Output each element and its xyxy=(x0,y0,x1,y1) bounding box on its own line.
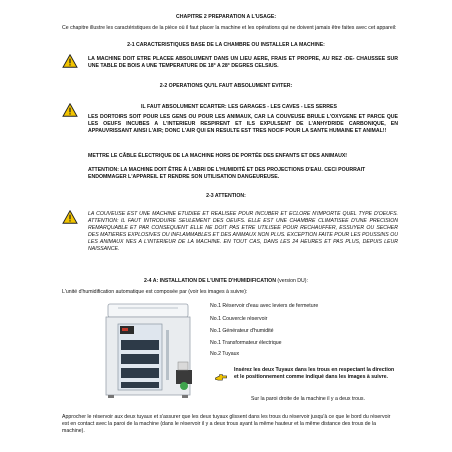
section-2-3-text: LA COUVEUSE EST UNE MACHINE ETUDIEE ET REALISEE POUR INCUBER ET ECLORE N'IMPORTE QUEL TYPE D'OEUFS. ATTENTION: IL FAUT INTRODUIRE SEULEMENT DES OEUFS. ELLE EST UNE CHAMBRE CLIMATISEE D'UNE PRECISION REMARQUABLE ET PAR CONSEQUENT ELLE NE DOIT PAS ETRE UTILISEE POUR RECHAUFFER, ESSUYER OU SECHER DES MATIERES EXPLOSIVES OU INFLAMMABLES ET DES ANIMAUX NON PLUS. EXCEPTION FAITE POUR LES POUSSINS OU LES ANIMAUX NES A L'INTERIEUR DE LA MACHINE. EN TOUT CAS, DANS LES 24 HEURES ET PAS PLUS, DEPUIS LEUR NAISSANCE. xyxy=(88,211,398,253)
warning-icon xyxy=(62,54,78,68)
section-2-3-title: 2-3 ATTENTION: xyxy=(206,193,246,199)
part-item: No.1 Générateur d'humidité xyxy=(210,328,274,334)
pointing-hand-icon xyxy=(214,372,228,384)
humidity-warning: ATTENTION: LA MACHINE DOIT ÊTRE À L'ABRI DE L'HUMIDITÉ ET DES PROJECTIONS D'EAU. CECI POURRAIT ENDOMMAGER L'APPAREIL ET RENDRE SON UTILISATION DANGEUREUSE. xyxy=(88,167,366,181)
section-2-1-text: LA MACHINE DOIT ETRE PLACEE ABSOLUMENT DANS UN LIEU AERE, FRAIS ET PROPRE, AU REZ -DE- CHAUSSEE SUR UNE TABLE DE BOIS A UNE TEMPERATURE DE 18° A 28° DEGRES CELSIUS. xyxy=(88,56,398,70)
insert-tubes-note: Insérez les deux Tuyaux dans les trous en respectant la direction et le positionnement comme indiqué dans les images à suivre. xyxy=(234,367,395,381)
closing-instructions: Approcher le réservoir aux deux tuyaux et s'assurer que les deux tuyaux glissent dans les trous du réservoir jusqu'à ce que le bord du réservoir est en contact avec la paroi de la machine (dans le réservoir il y a deux trous ayant la même hauteur et la même distance des trous de la machine). xyxy=(62,414,391,435)
chapter-heading: CHAPITRE 2 PREPARATION A L'USAGE: xyxy=(175,14,277,20)
humidifier-intro: L'unité d'humidification automatique est composée par (voir les images à suivre): xyxy=(62,289,248,295)
part-item: No.1 Réservoir d'eau avec leviers de fermeture xyxy=(210,303,319,309)
warning-icon xyxy=(62,103,78,117)
chapter-intro: Ce chapitre illustre les caractéristiques de la pièce où il faut placer la machine et les opérations qui ne doivent jamais être faites avec cet appareil: xyxy=(62,25,397,31)
section-2-4-title xyxy=(0,278,452,285)
warning-icon xyxy=(62,210,78,224)
section-2-4-title-rest: (version DU): xyxy=(275,278,308,284)
cable-warning: METTRE LE CÂBLE ÉLECTRIQUE DE LA MACHINE HORS DE PORTÉE DES ENFANTS ET DES ANIMAUX! xyxy=(88,153,348,159)
section-2-4-title-bold: 2-4 A: INSTALLATION DE L'UNITE D'HUMIDIFICATION xyxy=(144,278,276,284)
section-2-1-title: 2-1 CARACTERISTIQUES BASE DE LA CHAMBRE OU INSTALLER LA MACHINE: xyxy=(127,42,325,48)
incubator-image xyxy=(98,300,198,400)
part-item: No.1 Transformateur électrique xyxy=(210,340,282,346)
part-item: No.1 Couvercle réservoir xyxy=(210,316,268,322)
avoid-places-line: IL FAUT ABSOLUMENT ECARTER: LES GARAGES - LES CAVES - LES SERRES xyxy=(141,104,337,110)
part-item: No.2 Tuyaux xyxy=(210,351,240,357)
side-holes-note: Sur la paroi droite de la machine il y a deux trous. xyxy=(251,396,365,402)
dormitory-warning: LES DORTOIRS SOIT POUR LES GENS OU POUR LES ANIMAUX, CAR LA COUVEUSE BRULE L'OXYGENE ET PARCE QUE LES OEUFS INCUBES A L'INTERIEUR RESPIRENT ET ILS EXPULSENT DE L'ANHYDRIDE CARBONIQUE, EN APPAUVRISSANT AINSI L'AIR; DONC L'AIR QUI EN RESULTE EST TRES NOCIF POUR LA SANTE HUMAINE ET ANIMAL!! xyxy=(88,114,398,135)
section-2-2-title: 2-2 OPERATIONS QU'IL FAUT ABSOLUMENT EVITER: xyxy=(159,83,293,89)
